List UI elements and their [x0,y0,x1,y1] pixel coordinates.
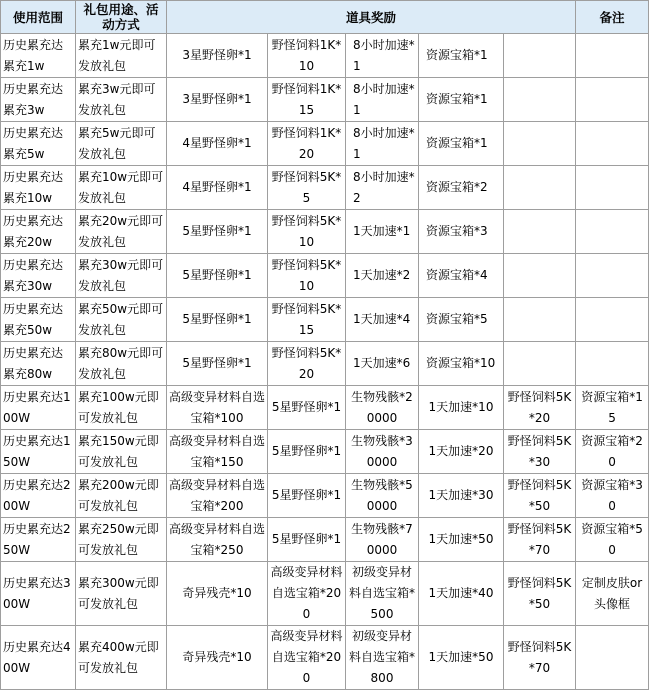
table-row [1,210,649,254]
table-row [1,626,649,690]
reward-cell: 4星野怪卵*1 [167,122,268,166]
reward-cell: 资源宝箱*10 [419,342,504,386]
reward-cell: 1天加速*40 [419,562,504,626]
reward-cell: 高级变异材料自选宝箱*200 [268,626,346,690]
header-row [1,1,649,34]
condition-cell: 累充400w元即可发放礼包 [76,626,167,690]
reward-cell: 8小时加速*2 [346,166,419,210]
scope-cell: 历史累充达累充30w [1,254,76,298]
reward-cell: 初级变异材料自选宝箱*500 [346,562,419,626]
reward-cell: 高级变异材料自选宝箱*100 [167,386,268,430]
condition-cell: 累充10w元即可发放礼包 [76,166,167,210]
reward-cell: 资源宝箱*1 [419,78,504,122]
reward-cell: 高级变异材料自选宝箱*200 [167,474,268,518]
header-rewards: 道具奖励 [167,1,576,34]
reward-cell: 8小时加速*1 [346,78,419,122]
reward-cell-empty [504,34,576,78]
note-cell [576,254,649,298]
scope-cell: 历史累充达250W [1,518,76,562]
table-row [1,342,649,386]
reward-cell: 5星野怪卵*1 [167,254,268,298]
table-row [1,430,649,474]
table-row [1,386,649,430]
reward-cell: 资源宝箱*50 [576,518,649,562]
reward-cell: 5星野怪卵*1 [268,386,346,430]
reward-cell: 5星野怪卵*1 [268,518,346,562]
reward-cell: 野怪饲料5K*15 [268,298,346,342]
scope-cell: 历史累充达200W [1,474,76,518]
reward-cell: 野怪饲料5K*10 [268,210,346,254]
note-cell [576,626,649,690]
note-cell [576,166,649,210]
reward-cell: 5星野怪卵*1 [268,430,346,474]
note-cell [576,342,649,386]
reward-cell: 1天加速*1 [346,210,419,254]
reward-cell: 资源宝箱*5 [419,298,504,342]
reward-cell: 资源宝箱*20 [576,430,649,474]
scope-cell: 历史累充达累充1w [1,34,76,78]
table-row [1,254,649,298]
reward-cell: 野怪饲料5K*10 [268,254,346,298]
reward-cell: 5星野怪卵*1 [167,298,268,342]
reward-cell: 资源宝箱*3 [419,210,504,254]
reward-cell: 资源宝箱*15 [576,386,649,430]
reward-cell: 1天加速*50 [419,626,504,690]
reward-cell: 初级变异材料自选宝箱*800 [346,626,419,690]
header-purpose: 礼包用途、活动方式 [76,1,167,34]
scope-cell: 历史累充达累充5w [1,122,76,166]
scope-cell: 历史累充达累充50w [1,298,76,342]
reward-cell: 生物残骸*20000 [346,386,419,430]
reward-cell: 资源宝箱*1 [419,122,504,166]
reward-cell: 资源宝箱*4 [419,254,504,298]
reward-cell: 资源宝箱*1 [419,34,504,78]
scope-cell: 历史累充达累充80w [1,342,76,386]
reward-cell: 生物残骸*50000 [346,474,419,518]
reward-cell: 1天加速*4 [346,298,419,342]
table-row [1,518,649,562]
reward-cell: 野怪饲料1K*15 [268,78,346,122]
note-cell [576,122,649,166]
table-row [1,474,649,518]
header-scope: 使用范围 [1,1,76,34]
table-row [1,122,649,166]
condition-cell: 累充150w元即可发放礼包 [76,430,167,474]
reward-cell: 5星野怪卵*1 [167,210,268,254]
reward-cell-empty [504,210,576,254]
note-cell [576,34,649,78]
reward-cell: 3星野怪卵*1 [167,34,268,78]
reward-cell-empty [504,166,576,210]
reward-cell: 高级变异材料自选宝箱*200 [268,562,346,626]
reward-cell: 野怪饲料5K*50 [504,474,576,518]
reward-cell: 野怪饲料5K*50 [504,562,576,626]
reward-cell: 野怪饲料5K*20 [504,386,576,430]
reward-cell: 生物残骸*30000 [346,430,419,474]
reward-cell: 奇异残壳*10 [167,562,268,626]
note-cell: 定制皮肤or头像框 [576,562,649,626]
condition-cell: 累充20w元即可发放礼包 [76,210,167,254]
reward-cell-empty [504,122,576,166]
table-row [1,562,649,626]
reward-cell: 8小时加速*1 [346,122,419,166]
condition-cell: 累充30w元即可发放礼包 [76,254,167,298]
reward-cell-empty [504,342,576,386]
note-cell [576,210,649,254]
reward-cell: 野怪饲料5K*70 [504,626,576,690]
reward-cell: 8小时加速*1 [346,34,419,78]
reward-cell: 3星野怪卵*1 [167,78,268,122]
reward-cell: 1天加速*2 [346,254,419,298]
condition-cell: 累充5w元即可发放礼包 [76,122,167,166]
reward-cell: 野怪饲料1K*10 [268,34,346,78]
reward-cell-empty [504,298,576,342]
reward-cell: 野怪饲料5K*70 [504,518,576,562]
reward-cell: 4星野怪卵*1 [167,166,268,210]
reward-cell: 1天加速*50 [419,518,504,562]
reward-cell: 1天加速*30 [419,474,504,518]
table-row [1,166,649,210]
scope-cell: 历史累充达累充10w [1,166,76,210]
note-cell [576,298,649,342]
reward-cell: 资源宝箱*2 [419,166,504,210]
reward-cell: 5星野怪卵*1 [167,342,268,386]
condition-cell: 累充80w元即可发放礼包 [76,342,167,386]
condition-cell: 累充50w元即可发放礼包 [76,298,167,342]
header-notes: 备注 [576,1,649,34]
reward-cell: 奇异残壳*10 [167,626,268,690]
scope-cell: 历史累充达累充3w [1,78,76,122]
condition-cell: 累充200w元即可发放礼包 [76,474,167,518]
reward-cell: 高级变异材料自选宝箱*250 [167,518,268,562]
reward-cell: 1天加速*20 [419,430,504,474]
reward-cell: 野怪饲料5K*30 [504,430,576,474]
condition-cell: 累充3w元即可发放礼包 [76,78,167,122]
scope-cell: 历史累充达300W [1,562,76,626]
table-row [1,34,649,78]
reward-cell: 高级变异材料自选宝箱*150 [167,430,268,474]
note-cell [576,78,649,122]
scope-cell: 历史累充达100W [1,386,76,430]
reward-cell: 5星野怪卵*1 [268,474,346,518]
condition-cell: 累充250w元即可发放礼包 [76,518,167,562]
reward-cell: 生物残骸*70000 [346,518,419,562]
reward-cell: 野怪饲料1K*20 [268,122,346,166]
reward-cell: 野怪饲料5K*5 [268,166,346,210]
reward-cell: 1天加速*10 [419,386,504,430]
reward-cell: 资源宝箱*30 [576,474,649,518]
condition-cell: 累充100w元即可发放礼包 [76,386,167,430]
condition-cell: 累充1w元即可发放礼包 [76,34,167,78]
scope-cell: 历史累充达累充20w [1,210,76,254]
table-row [1,298,649,342]
reward-cell: 1天加速*6 [346,342,419,386]
scope-cell: 历史累充达150W [1,430,76,474]
reward-cell-empty [504,78,576,122]
scope-cell: 历史累充达400W [1,626,76,690]
table-row [1,78,649,122]
reward-cell-empty [504,254,576,298]
condition-cell: 累充300w元即可发放礼包 [76,562,167,626]
reward-cell: 野怪饲料5K*20 [268,342,346,386]
